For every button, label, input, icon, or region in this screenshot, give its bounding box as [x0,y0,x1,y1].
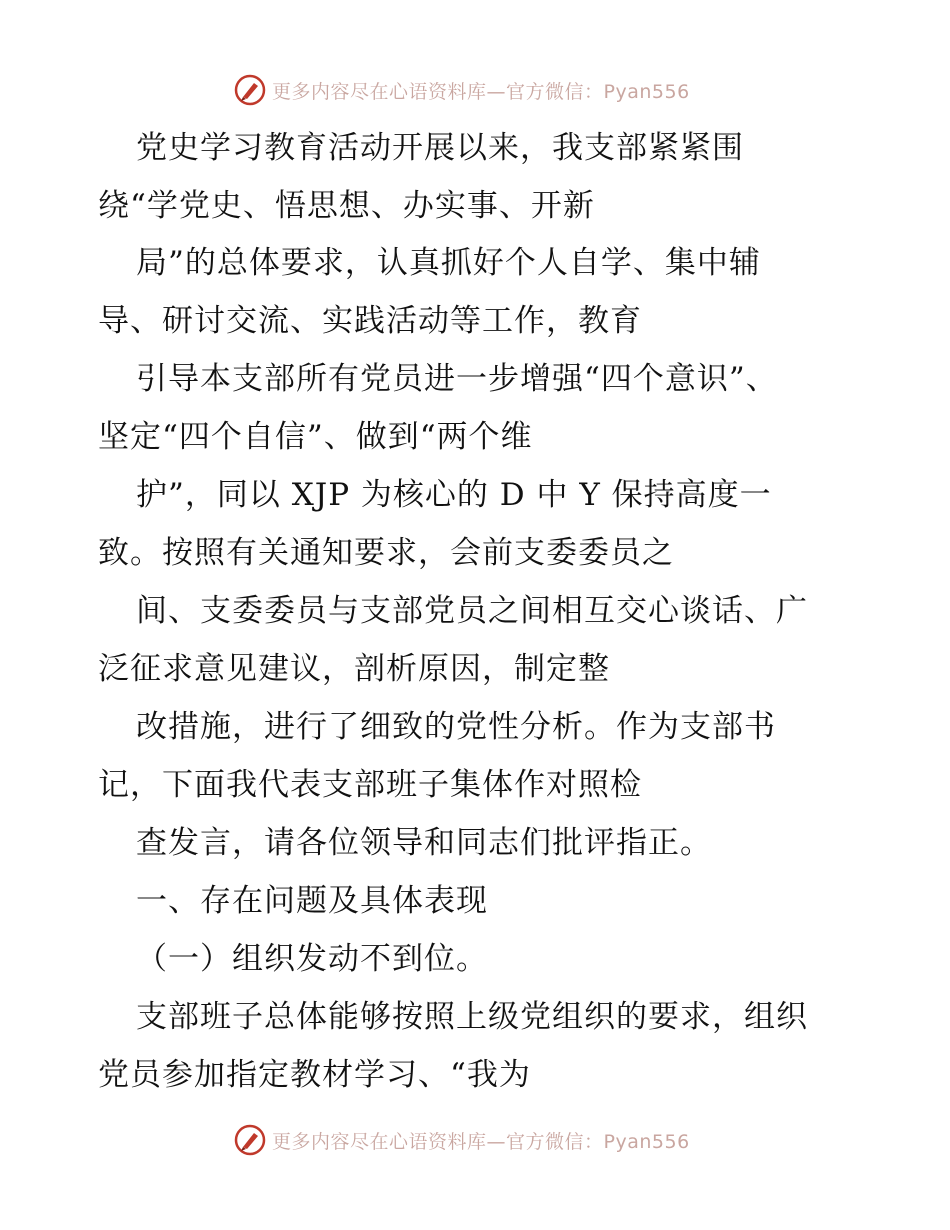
body-line: 局”的总体要求，认真抓好个人自学、集中辅 [136,245,761,281]
body-line: 支部班子总体能够按照上级党组织的要求，组织 [136,999,808,1035]
body-line: 坚定“四个自信”、做到“两个维 [98,419,533,455]
body-line: 党史学习教育活动开展以来，我支部紧紧围 [136,130,744,166]
body-line: 绕“学党史、悟思想、办实事、开新 [98,188,595,224]
pen-nib-logo-icon [234,1124,266,1156]
watermark-text: 更多内容尽在心语资料库—官方微信：Pyan556 [272,80,690,103]
body-line: 查发言，请各位领导和同志们批评指正。 [136,825,712,861]
body-line: 引导本支部所有党员进一步增强“四个意识”、 [136,361,778,397]
body-line: 党员参加指定教材学习、“我为 [98,1057,531,1093]
body-line: 改措施，进行了细致的党性分析。作为支部书 [136,709,776,745]
watermark-text: 更多内容尽在心语资料库—官方微信：Pyan556 [272,1130,690,1153]
body-line: 护”，同以 XJP 为核心的 D 中 Y 保持高度一 [136,477,772,513]
body-line: 泛征求意见建议，剖析原因，制定整 [98,651,610,687]
subsection-heading: （一）组织发动不到位。 [136,941,488,977]
body-line: 致。按照有关通知要求，会前支委委员之 [98,535,674,571]
body-line: 间、支委委员与支部党员之间相互交心谈话、广 [136,593,808,629]
body-line: 记，下面我代表支部班子集体作对照检 [98,767,642,803]
footer-watermark [234,1122,690,1158]
body-line: 导、研讨交流、实践活动等工作，教育 [98,303,642,339]
section-heading: 一、存在问题及具体表现 [136,883,488,919]
